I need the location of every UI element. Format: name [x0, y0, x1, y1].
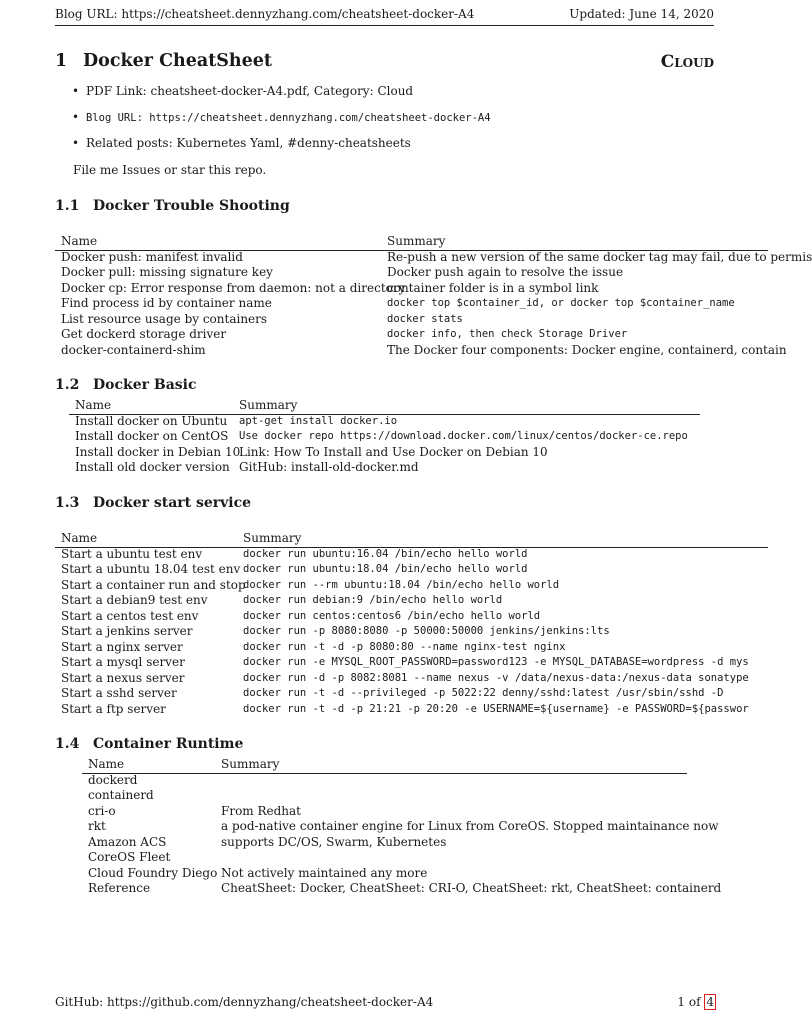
cell-name: Reference — [88, 881, 151, 895]
cell-name: Docker cp: Error response from daemon: not a directory — [61, 280, 406, 295]
subsection-number: 1.3 — [55, 495, 80, 511]
table-row — [69, 429, 700, 445]
table-row — [55, 327, 768, 343]
table-row — [55, 342, 787, 359]
table-row — [82, 819, 719, 835]
column-header-summary: Summary — [243, 531, 302, 545]
table-row — [55, 562, 768, 578]
cell-summary[interactable]: docker run ubuntu:16.04 /bin/echo hello world — [243, 547, 528, 560]
cell-summary[interactable]: docker run --rm ubuntu:18.04 /bin/echo hello world — [243, 578, 560, 591]
link-list — [70, 82, 491, 160]
section-title — [55, 51, 272, 71]
cell-name: Docker pull: missing signature key — [61, 265, 273, 279]
table-row — [69, 445, 700, 461]
cell-summary[interactable]: docker run -p 8080:8080 -p 50000:50000 jenkins/jenkins:lts — [243, 625, 610, 637]
cell-summary[interactable]: docker run ubuntu:18.04 /bin/echo hello world — [243, 563, 528, 575]
cell-summary[interactable]: a pod-native container engine for Linux from CoreOS. Stopped maintainance now — [221, 819, 719, 833]
subsection-number: 1.1 — [55, 198, 80, 214]
footer-github-link[interactable]: GitHub: https://github.com/dennyzhang/cheatsheet-docker-A4 — [55, 995, 434, 1009]
cell-name: Install old docker version — [75, 460, 230, 474]
subsection-number: 1.4 — [55, 736, 80, 752]
column-header-summary: Summary — [239, 398, 298, 412]
cell-name: Cloud Foundry Diego — [88, 865, 218, 880]
cell-summary[interactable]: supports DC/OS, Swarm, Kubernetes — [221, 834, 447, 849]
cell-summary[interactable]: docker run centos:centos6 /bin/echo hello world — [243, 609, 541, 622]
cell-summary[interactable]: CheatSheet: Docker, CheatSheet: CRI-O, CheatSheet: rkt, CheatSheet: containerd — [221, 881, 722, 895]
column-header-summary: Summary — [221, 757, 280, 771]
cell-summary[interactable]: docker stats — [387, 312, 463, 325]
cell-summary[interactable]: Re-push a new version of the same docker tag may fail, due to permis — [387, 249, 812, 264]
table-row — [82, 788, 687, 804]
table-row — [55, 686, 768, 702]
cell-summary[interactable]: Docker push again to resolve the issue — [387, 265, 624, 279]
table-row — [55, 547, 768, 563]
column-header-name: Name — [61, 531, 98, 545]
table-header-row — [55, 531, 768, 547]
header-blog-url: Blog URL: https://cheatsheet.dennyzhang.com/cheatsheet-docker-A4 — [55, 7, 475, 21]
table-row — [82, 804, 687, 820]
cell-name: Find process id by container name — [61, 296, 272, 310]
column-header-name: Name — [75, 398, 112, 412]
table-row — [55, 312, 768, 328]
cell-name: Start a sshd server — [61, 686, 177, 700]
cell-summary[interactable]: docker run -d -p 8082:8081 --name nexus -v /data/nexus-data:/nexus-data sonatype — [243, 671, 749, 684]
table-header-row — [55, 234, 768, 250]
table-row — [55, 281, 768, 297]
table-row — [82, 773, 687, 789]
cell-name: Install docker on CentOS — [75, 429, 229, 443]
cell-summary[interactable]: Not actively maintained any more — [221, 865, 428, 880]
section-title-text: Docker CheatSheet — [83, 51, 272, 71]
subsection-heading — [55, 198, 290, 214]
table-row — [82, 866, 687, 882]
list-item-pdf-link[interactable] — [70, 82, 491, 108]
subsection-title: Docker Basic — [93, 377, 197, 393]
cell-summary[interactable]: From Redhat — [221, 803, 302, 818]
column-header-name: Name — [61, 234, 98, 248]
cell-summary[interactable]: GitHub: install-old-docker.md — [239, 460, 419, 474]
bullet-text: PDF Link: cheatsheet-docker-A4.pdf, Category: Cloud — [86, 84, 414, 98]
table-header-row — [82, 757, 687, 773]
table-row — [55, 296, 768, 312]
cell-name: Install docker in Debian 10 — [75, 444, 241, 459]
cell-name: Start a container run and stop — [61, 577, 246, 592]
table-row — [82, 835, 687, 851]
cell-summary[interactable]: docker info, then check Storage Driver — [387, 328, 628, 340]
intro-paragraph[interactable]: File me Issues or star this repo. — [73, 163, 267, 177]
subsection-title: Docker start service — [93, 495, 252, 511]
header-updated-date: Updated: June 14, 2020 — [569, 7, 714, 21]
cell-name: Get dockerd storage driver — [61, 327, 227, 341]
list-item-related-posts[interactable] — [70, 134, 491, 160]
table-row — [55, 265, 768, 281]
list-item-blog-url[interactable] — [70, 108, 491, 134]
page-prefix: 1 of — [677, 995, 701, 1009]
bullet-text: Related posts: Kubernetes Yaml, #denny-cheatsheets — [86, 136, 411, 150]
table-row — [82, 850, 687, 866]
subsection-heading — [55, 377, 197, 393]
subsection-heading — [55, 736, 243, 752]
cell-name: Amazon ACS — [88, 834, 167, 849]
table-row — [55, 578, 768, 594]
cell-name: Start a mysql server — [61, 655, 185, 669]
cell-summary[interactable]: docker run debian:9 /bin/echo hello world — [243, 594, 503, 606]
subsection-title: Container Runtime — [93, 736, 244, 752]
footer-page-number — [677, 995, 716, 1009]
page-total-link[interactable]: 4 — [706, 995, 714, 1009]
table-header-row — [69, 398, 700, 414]
cell-summary[interactable]: docker run -t -d -p 8080:80 --name nginx-test nginx — [243, 640, 566, 653]
section-category: Cloud — [660, 52, 714, 72]
subsection-number: 1.2 — [55, 377, 80, 393]
cell-name: Install docker on Ubuntu — [75, 413, 228, 428]
cell-name: cri-o — [88, 803, 116, 818]
table-row — [55, 640, 768, 656]
cell-name: Start a centos test env — [61, 608, 199, 623]
subsection-title: Docker Trouble Shooting — [93, 198, 290, 214]
cell-name: CoreOS Fleet — [88, 850, 171, 864]
cell-name: docker-containerd-shim — [61, 342, 206, 357]
table-row — [55, 671, 768, 687]
cell-summary[interactable]: docker run -e MYSQL_ROOT_PASSWORD=password123 -e MYSQL_DATABASE=wordpress -d mys — [243, 656, 749, 668]
column-header-summary: Summary — [387, 234, 446, 248]
cell-summary[interactable]: docker run -t -d --privileged -p 5022:22 denny/sshd:latest /usr/sbin/sshd -D — [243, 687, 724, 699]
table-row — [55, 249, 812, 266]
cell-summary[interactable]: The Docker four components: Docker engine, containerd, contain — [387, 342, 787, 357]
cell-name: Start a nexus server — [61, 670, 185, 685]
table-row — [69, 414, 700, 430]
cell-name: Docker push: manifest invalid — [61, 249, 243, 264]
cell-name: List resource usage by containers — [61, 311, 268, 326]
bullet-text: Blog URL: https://cheatsheet.dennyzhang.com/cheatsheet-docker-A4 — [86, 112, 491, 124]
section-number: 1 — [55, 51, 68, 71]
cell-name: Start a ubuntu test env — [61, 546, 203, 561]
cell-name: dockerd — [88, 772, 138, 787]
cell-summary[interactable]: container folder is in a symbol link — [387, 280, 599, 295]
cell-name: Start a ubuntu 18.04 test env — [61, 562, 241, 576]
cell-summary[interactable]: Use docker repo https://download.docker.com/linux/centos/docker-ce.repo — [239, 430, 688, 442]
cell-summary[interactable]: docker run -t -d -p 21:21 -p 20:20 -e USERNAME=${username} -e PASSWORD=${passwor — [243, 702, 749, 715]
table-row — [69, 460, 700, 476]
table-row — [55, 609, 768, 625]
subsection-heading — [55, 495, 251, 511]
cell-summary[interactable]: docker top $container_id, or docker top $container_name — [387, 297, 735, 309]
cell-name: rkt — [88, 819, 106, 833]
cell-name: Start a ftp server — [61, 701, 166, 716]
cell-summary[interactable]: apt-get install docker.io — [239, 414, 398, 427]
table-row — [55, 702, 768, 718]
table-row — [55, 624, 768, 640]
column-header-name: Name — [88, 757, 125, 771]
table-row — [82, 881, 722, 897]
header-rule — [55, 25, 714, 26]
table-row — [55, 593, 768, 609]
cell-name: containerd — [88, 788, 154, 802]
cell-name: Start a jenkins server — [61, 624, 193, 638]
cell-summary[interactable]: Link: How To Install and Use Docker on Debian 10 — [239, 444, 548, 459]
cell-name: Start a debian9 test env — [61, 593, 208, 607]
cell-name: Start a nginx server — [61, 639, 183, 654]
table-row — [55, 655, 768, 671]
